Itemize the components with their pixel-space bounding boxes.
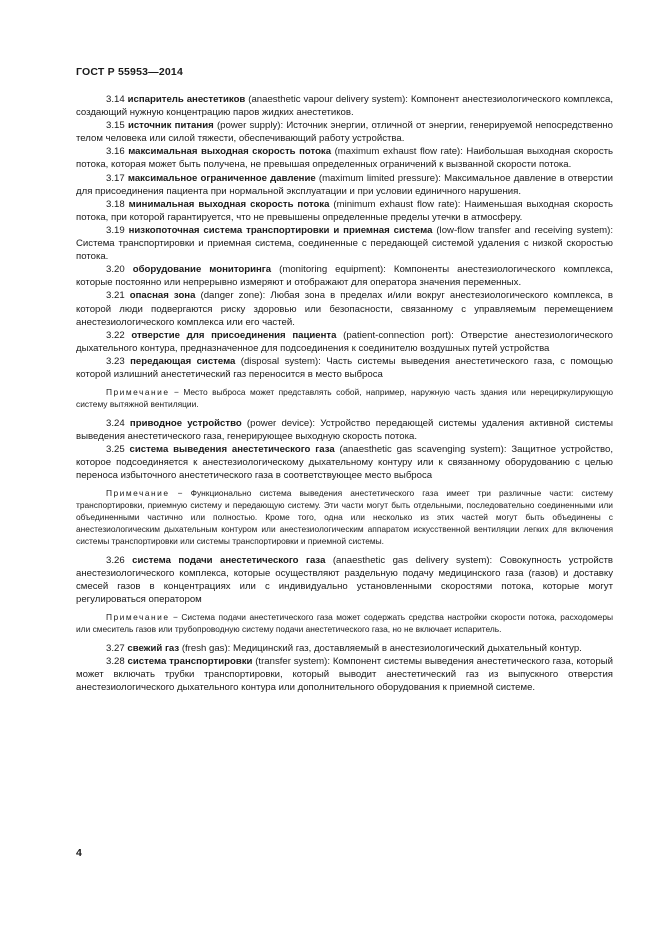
- entry-3-23: 3.23 передающая система (disposal system): Часть системы выведения анестетического газа, с помощью которой излишний анестетический газ переносится в место выброса: [76, 355, 613, 380]
- term: передающая система: [130, 355, 236, 367]
- term: источник питания: [127, 120, 214, 132]
- entry-3-17: 3.17 максимальное ограниченное давление (maximum limited pressure): Максимальное давление в отверстии для присоединения пациента при нормальной эксплуатации и при условии единичного нарушения.: [76, 172, 613, 197]
- term: отверстие для присоединения пациента: [131, 329, 337, 341]
- term: система транспортировки: [127, 656, 253, 668]
- note-2: Примечание − Функционально система выведения анестетического газа имеет три различные части: систему транспортировки, приемную систему и передающую систему. Эти части могут быть отдельными, последовательно соединенными или объединенными частично или полностью. Кроме того, одна или несколько из этих частей могут быть объединены с анестезиологическим дыхательным контуром или анестезиологическим аппаратом искусственной вентиляции легких для включения системы транспортировки или системы транспортировки и приемной системы.: [76, 488, 613, 546]
- entry-3-15: 3.15 источник питания (power supply): Источник энергии, отличной от энергии, генерируемой непосредственно телом человека или силой тяжести, обеспечивающий работу устройства.: [76, 120, 613, 145]
- note-1: Примечание − Место выброса может представлять собой, например, наружную часть здания или нерециркулирующую систему вытяжной вентиляции.: [76, 387, 613, 409]
- entry-3-22: 3.22 отверстие для присоединения пациента (patient-connection port): Отверстие анестезиологического дыхательного контура, предназначенное для подсоединения к соединителю воздушных путей устройства: [76, 329, 613, 354]
- term: испаритель анестетиков: [127, 94, 246, 105]
- term: максимальная выходная скорость потока: [128, 146, 332, 158]
- page-number: 4: [76, 847, 82, 859]
- note-3: Примечание − Система подачи анестетического газа может содержать средства настройки скорости потока, расходомеры или смеситель газов или трубопроводную систему подачи анестетического газа, но не включает испаритель.: [76, 612, 613, 635]
- term: свежий газ: [127, 643, 180, 655]
- entry-3-26: 3.26 система подачи анестетического газа (anaesthetic gas delivery system): Совокупность устройств анестезиологического комплекса, которые осуществляют раздельную подачу медицинского газа (газов) и доставку смесей газов в концентрациях или с индивидуально установленными скоростями потока, которые могут регулироваться оператором: [76, 554, 614, 606]
- term: система подачи анестетического газа: [132, 554, 326, 566]
- entry-3-21: 3.21 опасная зона (danger zone): Любая зона в пределах и/или вокруг анестезиологического комплекса, в которой люди подвергаются риску здоровью или безопасности, связанному с управляемым перемещением анестезиологического комплекса или его частей.: [76, 290, 613, 328]
- entry-3-24: 3.24 приводное устройство (power device): Устройство передающей системы удаления активной системы выведения анестетического газа, генерирующее выходную скорость потока.: [76, 417, 614, 442]
- term: минимальная выходная скорость потока: [128, 198, 330, 210]
- entry-3-18: 3.18 минимальная выходная скорость потока (minimum exhaust flow rate): Наименьшая выходная скорость потока, при которой гарантируется, что не превышены определенные пределы утечки в атмосферу.: [76, 198, 613, 223]
- entry-3-19: 3.19 низкопоточная система транспортировки и приемная система (low-flow transfer and receiving system): Система транспортировки и приемная система, соединенные с передающей системой удаления с низкой скоростью потока.: [76, 224, 614, 263]
- term: низкопоточная система транспортировки и приемная система: [128, 224, 433, 236]
- document-body: [76, 93, 613, 694]
- entry-3-20: 3.20 оборудование мониторинга (monitoring equipment): Компоненты анестезиологического комплекса, которые постоянно или непрерывно измеряют и отображают для оператора значения переменных.: [76, 264, 613, 289]
- entry-3-14: 3.14 испаритель анестетиков (anaesthetic vapour delivery system): Компонент анестезиологического комплекса, создающий нужную концентрацию паров жидких анестетиков.: [76, 94, 613, 119]
- entry-3-25: 3.25 система выведения анестетического газа (anaesthetic gas scavenging system): Защитное устройство, которое подсоединяется к анестезиологическому дыхательному контуру или к связанному оборудованию с целью переноса избыточного анестетического газа в соответствующее место выброса: [76, 444, 613, 482]
- term: максимальное ограниченное давление: [127, 172, 316, 184]
- term: приводное устройство: [129, 417, 242, 429]
- entry-3-16: 3.16 максимальная выходная скорость потока (maximum exhaust flow rate): Наибольшая выходная скорость потока, которая может быть получена, не превышая определенных ограничений к вызванной скорости потока.: [76, 146, 614, 171]
- term: оборудование мониторинга: [132, 264, 272, 276]
- document-header: ГОСТ Р 55953—2014: [76, 66, 184, 78]
- term: опасная зона: [129, 290, 196, 302]
- entry-3-28: 3.28 система транспортировки (transfer system): Компонент системы выведения анестетического газа, который может включать трубки транспортировки, который выводит анестетический газ из выпускного отверстия анестезиологического дыхательного контура или дополнительного оборудования к приемной системе.: [76, 656, 613, 694]
- term: система выведения анестетического газа: [129, 444, 335, 456]
- entry-3-27: 3.27 свежий газ (fresh gas): Медицинский газ, доставляемый в анестезиологический дыхательный контур.: [106, 643, 582, 655]
